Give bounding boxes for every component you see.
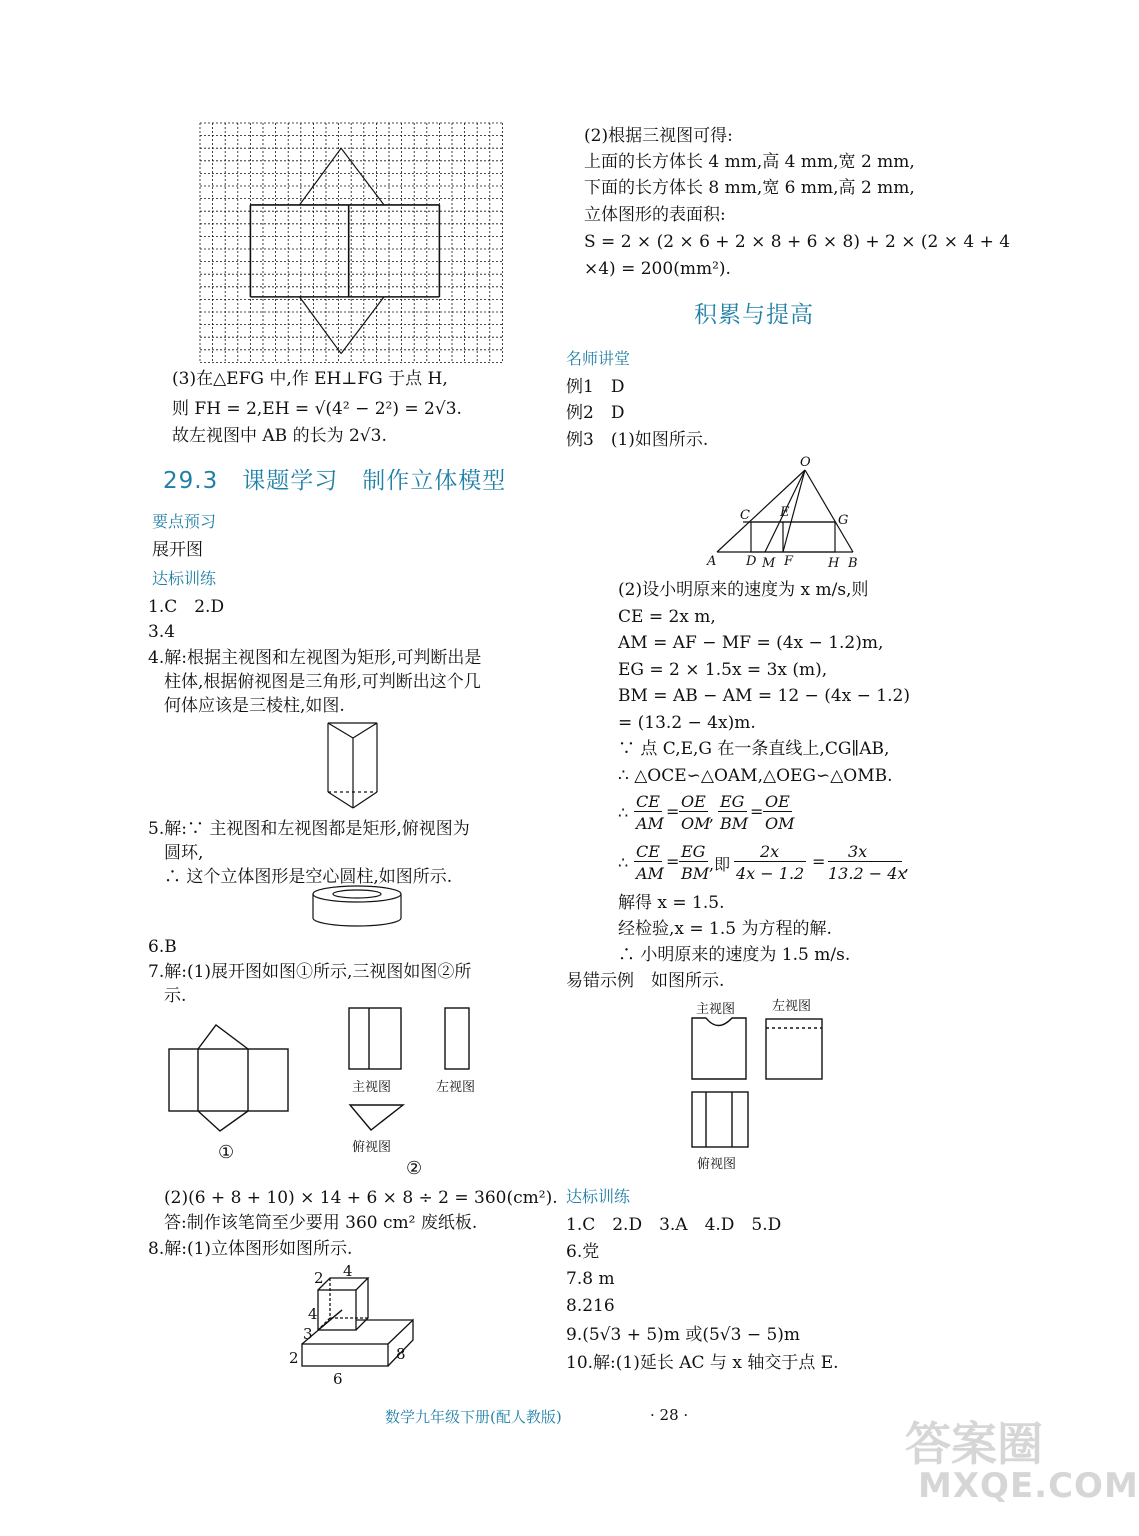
section-title-jilei: 积累与提高 (694, 302, 814, 328)
right-answer-1-5: 1.C 2.D 3.A 4.D 5.D (566, 1215, 782, 1235)
frac1-sep: , (709, 806, 715, 825)
frac1-n4: OE (765, 792, 790, 811)
solution-line2: CE = 2x m, (618, 607, 716, 627)
figure-7-label-2: ② (406, 1158, 423, 1179)
heading-dabiao-right: 达标训练 (566, 1187, 631, 1206)
yicuo-three-views (690, 1017, 825, 1152)
therefore-2: ∴ (618, 853, 629, 872)
answer-8-line1: 8.解:(1)立体图形如图所示. (148, 1239, 353, 1259)
frac1-n1: CE (636, 792, 660, 811)
right-answer-7: 7.8 m (566, 1269, 615, 1289)
solution-line6: = (13.2 − 4x)m. (618, 713, 756, 733)
frac1-d3: BM (720, 814, 749, 833)
frac2-d1: AM (636, 864, 664, 883)
right-answer-9: 9.(5√3 + 5)m 或(5√3 − 5)m (566, 1325, 801, 1345)
frac1-d1: AM (636, 814, 664, 833)
right-top-line4: 立体图形的表面积: (584, 205, 726, 225)
frac2-n1: CE (636, 842, 660, 861)
prism-net-figure (168, 1024, 290, 1134)
figure-7-label-1: ① (218, 1142, 235, 1163)
frac1-n2: OE (681, 792, 706, 811)
fig3-label-M: M (762, 556, 776, 571)
solution-line3: AM = AF − MF = (4x − 1.2)m, (618, 633, 884, 653)
example-1: 例1 D (566, 377, 625, 397)
frac2-n3: 2x (760, 842, 780, 861)
watermark-logo: 答案圈 (905, 1417, 1043, 1471)
right-answer-8: 8.216 (566, 1296, 615, 1316)
watermark-url: MXQE.COM (918, 1466, 1139, 1506)
fig3-label-H: H (828, 556, 840, 571)
frac2-mid: ,即 (709, 855, 731, 874)
section-title-29-3: 29.3 课题学习 制作立体模型 (163, 468, 507, 494)
grid-text-1: (3)在△EFG 中,作 EH⊥FG 于点 H, (172, 369, 448, 389)
fig3-label-E: E (780, 505, 790, 520)
fig7-front-view-label: 主视图 (352, 1080, 392, 1095)
grid-figure (200, 123, 505, 363)
fig3-label-G: G (838, 513, 849, 528)
answer-4-line1: 4.解:根据主视图和左视图为矩形,可判断出是 (148, 648, 482, 668)
fig8-label-2-base: 2 (289, 1349, 299, 1367)
yicuo-top-view-label: 俯视图 (697, 1157, 737, 1172)
frac1-eq2: = (750, 802, 764, 821)
fig8-label-6: 6 (333, 1370, 343, 1388)
frac2-eq2: = (812, 852, 826, 871)
frac1-d4: OM (765, 814, 795, 833)
three-views-fig7 (347, 1007, 477, 1132)
right-top-line1: (2)根据三视图可得: (584, 126, 733, 146)
right-top-line5: S = 2 × (2 × 6 + 2 × 8 + 6 × 8) + 2 × (2 × 4 + 4 (584, 232, 1011, 252)
frac2-eq1: = (666, 852, 680, 871)
frac1-n3: EG (720, 792, 745, 811)
right-top-line3: 下面的长方体长 8 mm,宽 6 mm,高 2 mm, (584, 178, 915, 198)
hollow-cylinder-figure (310, 884, 406, 930)
solution-line5: BM = AB − AM = 12 − (4x − 1.2) (618, 686, 910, 706)
therefore-1: ∴ (618, 803, 629, 822)
fig8-label-2-top: 2 (314, 1269, 324, 1287)
fig3-label-B: B (848, 556, 858, 571)
frac2-d3: 4x − 1.2 (736, 864, 805, 883)
frac2-n2: EG (681, 842, 706, 861)
answer-5-line1: 5.解:∵ 主视图和左视图都是矩形,俯视图为 (148, 819, 470, 839)
answer-6: 6.B (148, 937, 177, 957)
answer-5-line3: ∴ 这个立体图形是空心圆柱,如图所示. (164, 867, 453, 887)
grid-text-2: 则 FH = 2,EH = √(4² − 2²) = 2√3. (172, 399, 462, 419)
frac1-eq1: = (666, 802, 680, 821)
example-2: 例2 D (566, 403, 625, 423)
solution2-line1: 解得 x = 1.5. (618, 893, 725, 913)
fig8-label-4-top: 4 (343, 1262, 353, 1280)
frac1-d2: OM (681, 814, 711, 833)
footer-page-number: · 28 · (650, 1406, 689, 1424)
solution2-line3: ∴ 小明原来的速度为 1.5 m/s. (618, 945, 851, 965)
heading-dabiao-left: 达标训练 (152, 569, 217, 588)
fig7-left-view-label: 左视图 (436, 1080, 476, 1095)
yicuo-example: 易错示例 如图所示. (566, 971, 725, 991)
solution-line8: ∴ △OCE∽△OAM,△OEG∽△OMB. (618, 766, 893, 786)
answer-4-line2: 柱体,根据俯视图是三角形,可判断出这个几 (164, 672, 481, 692)
answer-5-line2: 圆环, (164, 843, 204, 863)
right-answer-6: 6.党 (566, 1242, 600, 1262)
example-3: 例3 (1)如图所示. (566, 430, 709, 450)
solution-line1: (2)设小明原来的速度为 x m/s,则 (618, 580, 869, 600)
frac2-n4: 3x (848, 842, 868, 861)
frac2-d2: BM (681, 864, 710, 883)
frac2-d4: 13.2 − 4x (828, 864, 907, 883)
fig8-label-4-side: 4 (308, 1305, 318, 1323)
fig8-label-3: 3 (303, 1325, 313, 1343)
heading-mingshi: 名师讲堂 (566, 349, 631, 368)
fig3-label-F: F (784, 554, 794, 569)
yicuo-left-view-label: 左视图 (772, 999, 812, 1014)
answer-7-line1: 7.解:(1)展开图如图①所示,三视图如图②所 (148, 962, 472, 982)
heading-yaodian: 要点预习 (152, 512, 217, 531)
right-top-line2: 上面的长方体长 4 mm,高 4 mm,宽 2 mm, (584, 152, 915, 172)
answer-7-part2-line1: (2)(6 + 8 + 10) × 14 + 6 × 8 ÷ 2 = 360(cm²). (164, 1188, 558, 1208)
solution-line4: EG = 2 × 1.5x = 3x (m), (618, 660, 828, 680)
frac2-end: , (904, 856, 910, 875)
fig3-label-C: C (740, 508, 750, 523)
answer-4-line3: 何体应该是三棱柱,如图. (164, 696, 345, 716)
fig3-label-O: O (800, 455, 811, 470)
fig8-label-8: 8 (396, 1345, 406, 1363)
yicuo-front-view-label: 主视图 (696, 1002, 736, 1017)
grid-text-3: 故左视图中 AB 的长为 2√3. (172, 426, 387, 446)
right-answer-10: 10.解:(1)延长 AC 与 x 轴交于点 E. (566, 1353, 839, 1373)
answer-7-line2: 示. (164, 986, 187, 1006)
answer-7-part2-line2: 答:制作该笔筒至少要用 360 cm² 废纸板. (164, 1213, 478, 1233)
footer-book-title: 数学九年级下册(配人教版) (385, 1408, 562, 1426)
fig7-top-view-label: 俯视图 (352, 1140, 392, 1155)
solution-line7: ∵ 点 C,E,G 在一条直线上,CG∥AB, (618, 739, 890, 759)
fig3-label-A: A (707, 554, 717, 569)
answer-1-2: 1.C 2.D (148, 597, 225, 617)
yaodian-answer: 展开图 (152, 540, 203, 560)
solution2-line2: 经检验,x = 1.5 为方程的解. (618, 919, 832, 939)
prism-figure (325, 718, 385, 813)
fig3-label-D: D (746, 554, 757, 569)
answer-3: 3.4 (148, 622, 176, 642)
right-top-line6: ×4) = 200(mm²). (584, 259, 731, 279)
